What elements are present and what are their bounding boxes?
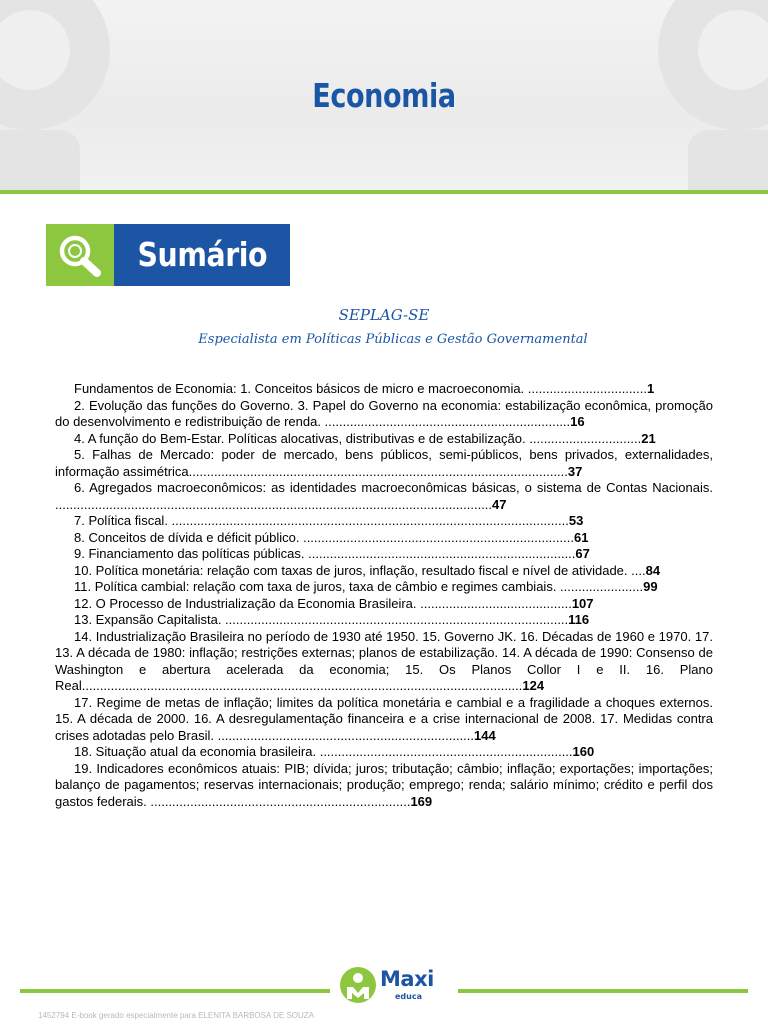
toc-page-number: 160 — [572, 744, 595, 759]
header-divider — [0, 190, 768, 194]
toc-entry: 8. Conceitos de dívida e déficit público. ...........................................................................61 — [74, 529, 589, 545]
maxi-educa-logo — [338, 965, 438, 1005]
sumario-banner — [46, 224, 290, 286]
toc-entry: 17. Regime de metas de inflação; limites da política monetária e cambial e a fragilidade a choques externos. 15. A década de 2000. 16. A desregulamentação financeira e a crise internacional de 2008. 17. Medidas contra crises adotadas pelo Brasil. .......................................................................144 — [55, 694, 713, 743]
logo-wordmark: Maxi — [380, 967, 434, 991]
magnifier-icon — [46, 224, 114, 286]
toc-page-number: 107 — [571, 595, 594, 611]
toc-page-number: 169 — [410, 793, 433, 809]
footer-divider-right — [458, 989, 748, 993]
toc-page-number: 53 — [568, 513, 584, 528]
logo-subtext: educa — [395, 992, 422, 1001]
page-header — [0, 0, 768, 192]
toc-page-number: 84 — [645, 562, 661, 578]
toc-page-number: 99 — [643, 579, 658, 594]
maxi-logo-icon — [338, 965, 380, 1005]
toc-entry: 12. O Processo de Industrialização da Economia Brasileira. ..........................................107 — [74, 595, 594, 611]
toc-page-number: 116 — [568, 612, 590, 627]
toc-page-number: 124 — [522, 678, 545, 693]
table-of-contents — [55, 381, 713, 810]
ebook-watermark: 1452794 E-book gerado especialmente para ELENITA BARBOSA DE SOUZA — [38, 1011, 314, 1020]
toc-entry: 6. Agregados macroeconômicos: as identidades macroeconômicas básicas, o sistema de Contas Nacionais. .........................................................................................................................47 — [55, 480, 713, 512]
toc-page-number: 21 — [641, 430, 656, 446]
exam-position: Especialista em Políticas Públicas e Gestão Governamental — [198, 332, 588, 347]
toc-entry: 5. Falhas de Mercado: poder de mercado, bens públicos, semi-públicos, bens privados, externalidades, informação assimétrica.........................................................................................................37 — [55, 447, 713, 479]
exam-organization: SEPLAG-SE — [338, 306, 430, 324]
toc-entry: 4. A função do Bem-Estar. Políticas alocativas, distributivas e de estabilização. ...............................21 — [74, 430, 656, 446]
toc-page-number: 37 — [567, 463, 583, 479]
toc-page-number: 16 — [570, 414, 585, 429]
sumario-label: Sumário — [114, 224, 290, 286]
subject-title: Economia — [312, 76, 456, 115]
toc-entry: 11. Política cambial: relação com taxa de juros, taxa de câmbio e regimes cambiais. .......................99 — [74, 579, 658, 594]
toc-page-number: 67 — [575, 546, 590, 561]
toc-entry: 19. Indicadores econômicos atuais: PIB; dívida; juros; tributação; câmbio; inflação; exportações; importações; balanço de pagamentos; reservas internacionais; produção; emprego; renda; salário mínimo; crédito e perfil dos gastos federais. ........................................................................169 — [55, 760, 713, 809]
toc-page-number: 1 — [646, 381, 655, 396]
toc-entry: 10. Política monetária: relação com taxas de juros, inflação, resultado fiscal e nível de atividade. ....84 — [74, 562, 661, 578]
toc-entry: 14. Industrialização Brasileira no período de 1930 até 1950. 15. Governo JK. 16. Décadas de 1960 e 1970. 17. 13. A década de 1980: inflação; restrições externas; planos de estabilização. 14. A década de 1990: Consenso de Washington e abertura acelerada da economia; 15. Os Planos Collor I e II. 16. Plano Real..........................................................................................................................124 — [55, 628, 713, 693]
toc-entry: 7. Política fiscal. ..............................................................................................................53 — [74, 513, 584, 528]
toc-entry: 13. Expansão Capitalista. ...............................................................................................116 — [74, 612, 590, 627]
footer-divider-left — [20, 989, 330, 993]
toc-entry: 9. Financiamento das políticas públicas. ..........................................................................67 — [74, 546, 590, 561]
toc-page-number: 144 — [474, 727, 496, 743]
toc-entry: 2. Evolução das funções do Governo. 3. Papel do Governo na economia: estabilização econômica, promoção do desenvolvimento e redistribuição de renda. ....................................................................16 — [55, 397, 713, 429]
toc-page-number: 61 — [573, 529, 589, 545]
toc-entry: 18. Situação atual da economia brasileira. ......................................................................160 — [74, 744, 595, 759]
toc-page-number: 47 — [492, 496, 507, 512]
toc-entry: Fundamentos de Economia: 1. Conceitos básicos de micro e macroeconomia. .................................1 — [74, 381, 655, 396]
sumario-icon-box — [46, 224, 114, 286]
